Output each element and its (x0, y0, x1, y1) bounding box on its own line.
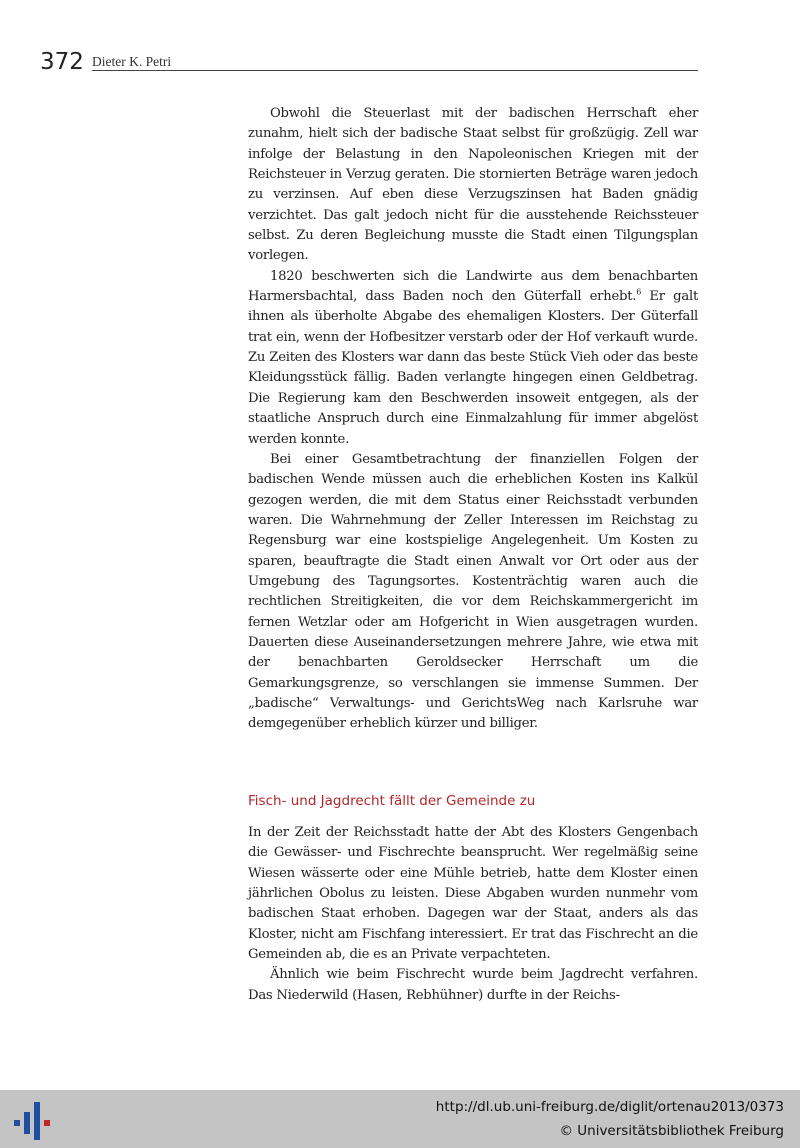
paragraph: Obwohl die Steuerlast mit der badischen Herrschaft eher zunahm, hielt sich der badische Staat selbst für großzügig. Zell war infolge der Belastung in den Napoleonischen Kriegen mit der Reichsteuer in Verzug geraten. Die stornierten Beträge waren jedoch zu verzinsen. Auf eben diese Verzugszinsen hat Baden gnädig verzichtet. Das galt jedoch nicht für die ausstehende Reichssteuer selbst. Zu deren Begleichung musste die Stadt einen Tilgungsplan vorlegen. (248, 106, 698, 264)
paragraph (248, 267, 698, 450)
paragraph-text: Er galt ihnen als überholte Abgabe des ehemaligen Klosters. Der Güterfall trat ein, wenn der Hofbesitzer verstarb oder der Hof verkauft wurde. Zu Zeiten des Klosters war dann das beste Stück Vieh oder das beste Kleidungsstück fällig. Baden verlangte hingegen einen Geldbetrag. Die Regierung kam den Beschwerden insoweit entgegen, als der staatliche Anspruch durch eine Einmalzahlung für immer abgelöst werden konnte. (248, 289, 699, 447)
running-head: Dieter K. Petri (92, 54, 172, 69)
footnote-ref[interactable]: 6 (636, 287, 642, 297)
footer-url-link[interactable]: http://dl.ub.uni-freiburg.de/diglit/ortenau2013/0373 (435, 1099, 784, 1115)
section-2-text (248, 823, 698, 1006)
ub-freiburg-logo-icon[interactable] (14, 1098, 54, 1142)
page-header (40, 48, 698, 75)
page-number: 372 (40, 49, 84, 75)
paragraph: Ähnlich wie beim Fischrecht wurde beim Jagdrecht verfahren. Das Niederwild (Hasen, Rebhühner) durfte in der Reichs- (248, 967, 698, 1003)
section-heading: Fisch- und Jagdrecht fällt der Gemeinde zu (248, 793, 536, 809)
section-1-text (248, 104, 698, 735)
paragraph-text: 1820 beschwerten sich die Landwirte aus dem benachbarten Harmersbachtal, dass Baden noch den Güterfall erhebt. (248, 268, 698, 305)
header-rule (92, 70, 698, 71)
paragraph: In der Zeit der Reichsstadt hatte der Abt des Klosters Gengenbach die Gewässer- und Fischrechte beansprucht. Wer regelmäßig seine Wiesen wässerte oder eine Mühle betrieb, hatte dem Kloster einen jährlichen Obolus zu leisten. Diese Abgaben wurden nunmehr vom badischen Staat erhoben. Dagegen war der Staat, anders als das Kloster, nicht am Fischfang interessiert. Er trat das Fischrecht an die Gemeinden ab, die es an Private verpachteten. (248, 825, 698, 963)
footer-copyright: © Universitätsbibliothek Freiburg (559, 1123, 784, 1139)
footer-bar (0, 1090, 800, 1148)
paragraph: Bei einer Gesamtbetrachtung der finanziellen Folgen der badischen Wende müssen auch die erheblichen Kosten ins Kalkül gezogen werden, die mit dem Status einer Reichsstadt verbunden waren. Die Wahrnehmung der Zeller Interessen im Reichstag zu Regensburg war eine kostspielige Angelegenheit. Um Kosten zu sparen, beauftragte die Stadt einen Anwalt vor Ort oder aus der Umgebung des Tagungsortes. Kostenträchtig waren auch die rechtlichen Streitigkeiten, die vor dem Reichskammergericht im fernen Wetzlar oder am Hofgericht in Wien ausgetragen wurden. Dauerten diese Auseinandersetzungen mehrere Jahre, wie etwa mit der benachbarten Geroldsecker Herrschaft um die Gemarkungsgrenze, so verschlangen sie immense Summen. Der „badische“ Verwaltungs- und GerichtsWeg nach Karlsruhe war demgegenüber erheblich kürzer und billiger. (248, 451, 698, 732)
